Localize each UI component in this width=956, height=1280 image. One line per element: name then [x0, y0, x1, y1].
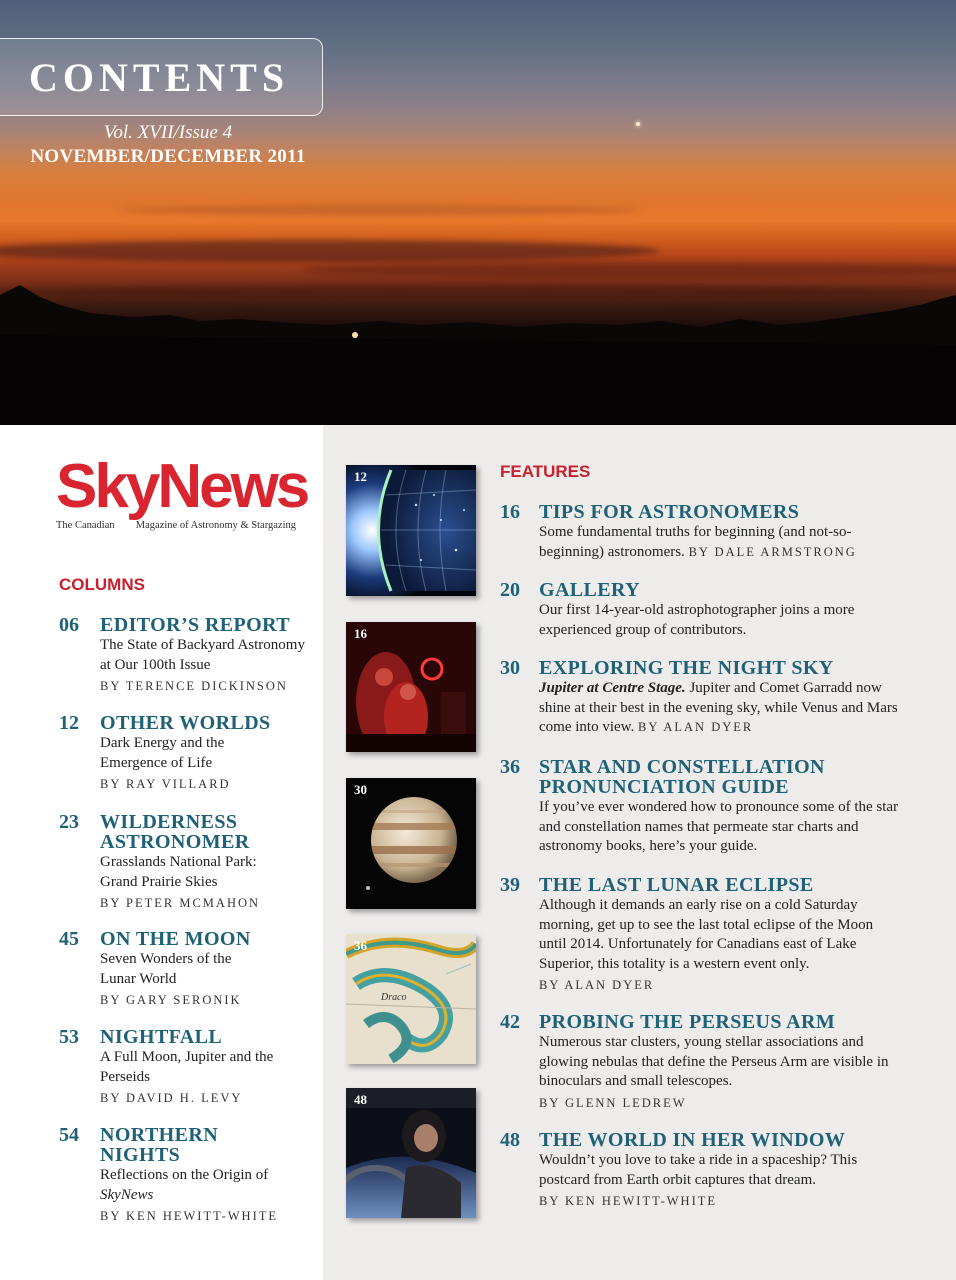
logo-wordmark: SkyNews	[56, 452, 308, 521]
column-entry[interactable]	[59, 929, 318, 1010]
entry-byline: BY KEN HEWITT-WHITE	[100, 1209, 279, 1223]
page-number: 48	[500, 1129, 520, 1151]
entry-description-text: Jupiter and Comet Garradd now shine at their best in the evening sky, while Venus and Mars come into view.	[539, 680, 898, 735]
entry-description-italic: SkyNews	[100, 1186, 154, 1203]
entry-description	[539, 523, 899, 562]
entry-byline: BY ALAN DYER	[638, 720, 754, 734]
page-number: 06	[59, 614, 79, 636]
svg-text:Draco: Draco	[381, 992, 407, 1003]
entry-title: OTHER WORLDS	[100, 712, 271, 734]
planet-dot-icon	[636, 122, 640, 126]
thumbnail-30[interactable]	[346, 778, 476, 909]
entry-title: NORTHERN NIGHTS	[100, 1124, 219, 1166]
feature-entry[interactable]	[500, 580, 899, 640]
thumbnail-page-number: 30	[354, 782, 367, 797]
volume-issue: Vol. XVII/Issue 4	[103, 122, 233, 143]
entry-title: THE WORLD IN HER WINDOW	[539, 1129, 846, 1151]
page-number: 53	[59, 1026, 79, 1048]
entry-description: Grasslands National Park: Grand Prairie Skies	[100, 854, 257, 890]
thumbnail-page-number: 36	[354, 938, 367, 953]
entry-title: THE LAST LUNAR ECLIPSE	[539, 874, 814, 896]
issue-date: NOVEMBER/DECEMBER 2011	[30, 146, 306, 167]
entry-description: Numerous star clusters, young stellar associations and glowing nebulas that define the Perseus Arm are visible in binoculars and small telescopes.	[539, 1034, 889, 1089]
page-number: 42	[500, 1011, 520, 1033]
entry-byline: BY DALE ARMSTRONG	[688, 544, 857, 559]
entry-byline: BY ALAN DYER	[539, 978, 655, 992]
page-number: 20	[500, 579, 520, 601]
page-title: CONTENTS	[29, 54, 290, 100]
feature-entry[interactable]	[500, 875, 899, 995]
entry-lead: Jupiter at Centre Stage.	[539, 680, 686, 696]
sunset-hero-image	[0, 0, 956, 425]
entry-title: EDITOR’S REPORT	[100, 614, 290, 636]
entry-description-text: Reflections on the Origin of	[100, 1167, 269, 1183]
page-number: 36	[500, 756, 520, 778]
column-entry[interactable]	[59, 1125, 318, 1226]
entry-description: A Full Moon, Jupiter and the Perseids	[100, 1049, 274, 1085]
page-number: 30	[500, 657, 520, 679]
entry-title: WILDERNESS ASTRONOMER	[100, 811, 250, 853]
entry-byline: BY KEN HEWITT-WHITE	[539, 1194, 718, 1208]
thumbnail-16[interactable]	[346, 622, 476, 752]
treeline-silhouette	[0, 275, 956, 425]
entry-title: ON THE MOON	[100, 928, 251, 950]
feature-entry[interactable]	[500, 658, 899, 738]
entry-description: Our first 14-year-old astrophotographer joins a more experienced group of contributors.	[539, 602, 855, 638]
thumbnail-page-number: 16	[354, 626, 367, 641]
entry-byline: BY RAY VILLARD	[100, 777, 231, 791]
entry-byline: BY GLENN LEDREW	[539, 1095, 687, 1110]
thumbnail-36[interactable]	[346, 934, 476, 1064]
column-entry[interactable]	[59, 812, 318, 913]
thumbnail-page-number: 12	[354, 469, 367, 484]
page-number: 45	[59, 928, 79, 950]
column-entry[interactable]	[59, 615, 318, 696]
page-number: 12	[59, 712, 79, 734]
entry-title: TIPS FOR ASTRONOMERS	[539, 501, 800, 523]
logo-tagline-left: The Canadian	[56, 520, 115, 531]
thumbnail-page-number: 48	[354, 1092, 367, 1107]
page-number: 39	[500, 874, 520, 896]
entry-description-text: Some fundamental truths for beginning (and not-so-beginning) astronomers.	[539, 524, 852, 560]
logo-tagline-right: Magazine of Astronomy & Stargazing	[135, 520, 296, 531]
entry-description: If you’ve ever wondered how to pronounce some of the star and constellation names that permeate star charts and astronomy books, here’s your guide.	[539, 799, 899, 854]
entry-description: Wouldn’t you love to take a ride in a spaceship? This postcard from Earth orbit captures that dream.	[539, 1152, 858, 1188]
entry-description	[539, 679, 899, 738]
entry-title: NIGHTFALL	[100, 1026, 223, 1048]
feature-entry[interactable]	[500, 1130, 899, 1211]
entry-title: PROBING THE PERSEUS ARM	[539, 1011, 836, 1033]
entry-description: Seven Wonders of the Lunar World	[100, 951, 232, 987]
thumbnail-48[interactable]	[346, 1088, 476, 1218]
feature-entry[interactable]	[500, 757, 899, 857]
entry-byline: BY TERENCE DICKINSON	[100, 679, 288, 693]
feature-entry[interactable]	[500, 1012, 899, 1113]
contents-title-box	[0, 38, 323, 116]
page-number: 23	[59, 811, 79, 833]
entry-description	[100, 1166, 280, 1205]
entry-byline: BY DAVID H. LEVY	[100, 1091, 243, 1105]
entry-byline: BY GARY SERONIK	[100, 993, 242, 1007]
entry-title: EXPLORING THE NIGHT SKY	[539, 657, 834, 679]
skynews-logo	[56, 452, 308, 531]
features-heading: FEATURES	[500, 462, 591, 481]
entry-byline: BY PETER MCMAHON	[100, 896, 261, 910]
feature-entry[interactable]	[500, 502, 899, 562]
entry-description: Dark Energy and the Emergence of Life	[100, 735, 225, 771]
column-entry[interactable]	[59, 1027, 318, 1108]
entry-title: STAR AND CONSTELLATION PRONUNCIATION GUIDE	[539, 756, 825, 798]
logo-tagline	[56, 520, 296, 531]
entry-description: Although it demands an early rise on a cold Saturday morning, get up to see the last total eclipse of the Moon until 2014. Unfortunately for Canadians east of Lake Superior, this totality is a western event only.	[539, 897, 874, 972]
columns-heading: COLUMNS	[59, 575, 145, 594]
entry-description: The State of Backyard Astronomy at Our 100th Issue	[100, 637, 305, 673]
column-entry[interactable]	[59, 713, 318, 794]
page-number: 16	[500, 501, 520, 523]
page-number: 54	[59, 1124, 79, 1146]
thumbnail-12[interactable]	[346, 465, 476, 596]
entry-title: GALLERY	[539, 579, 641, 601]
